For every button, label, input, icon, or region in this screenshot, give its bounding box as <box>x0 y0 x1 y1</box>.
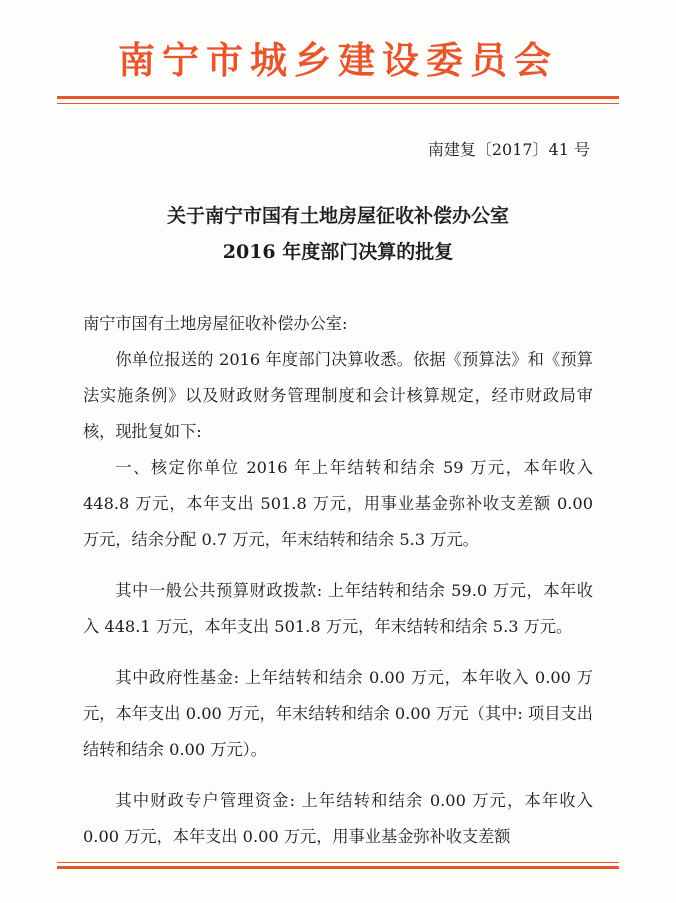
document-body <box>83 306 593 855</box>
footer-rule-thin <box>57 862 619 863</box>
salutation: 南宁市国有土地房屋征收补偿办公室: <box>83 314 348 333</box>
letterhead-rule-thick <box>57 96 619 99</box>
letterhead-organization-title: 南宁市城乡建设委员会 <box>118 39 558 82</box>
body-paragraph: 其中财政专户管理资金: 上年结转和结余 0.00 万元，本年收入 0.00 万元，本年支出 0.00 万元，用事业基金弥补收支差额 <box>83 791 593 846</box>
document-title-line-1: 关于南宁市国有土地房屋征收补偿办公室 <box>166 205 509 227</box>
footer-rule-thick <box>57 866 619 869</box>
body-paragraph: 其中一般公共预算财政拨款: 上年结转和结余 59.0 万元，本年收入 448.1 万元，本年支出 501.8 万元，年末结转和结余 5.3 万元。 <box>83 581 593 636</box>
letterhead-rule-thin <box>57 103 619 104</box>
document-number: 南建复〔2017〕41 号 <box>427 140 590 159</box>
body-paragraph: 一、核定你单位 2016 年上年结转和结余 59 万元，本年收入 448.8 万元，本年支出 501.8 万元，用事业基金弥补收支差额 0.00 万元，结余分配 0.7 万元，年末结转和结余 5.3 万元。 <box>83 458 593 549</box>
body-paragraph: 你单位报送的 2016 年度部门决算收悉。依据《预算法》和《预算法实施条例》以及财政财务管理制度和会计核算规定，经市财政局审核，现批复如下: <box>83 350 593 441</box>
document-title-line-2: 2016 年度部门决算的批复 <box>222 241 454 263</box>
body-paragraph: 其中政府性基金: 上年结转和结余 0.00 万元，本年收入 0.00 万元，本年支出 0.00 万元，年末结转和结余 0.00 万元（其中: 项目支出结转和结余 0.00 万元）。 <box>83 668 593 759</box>
